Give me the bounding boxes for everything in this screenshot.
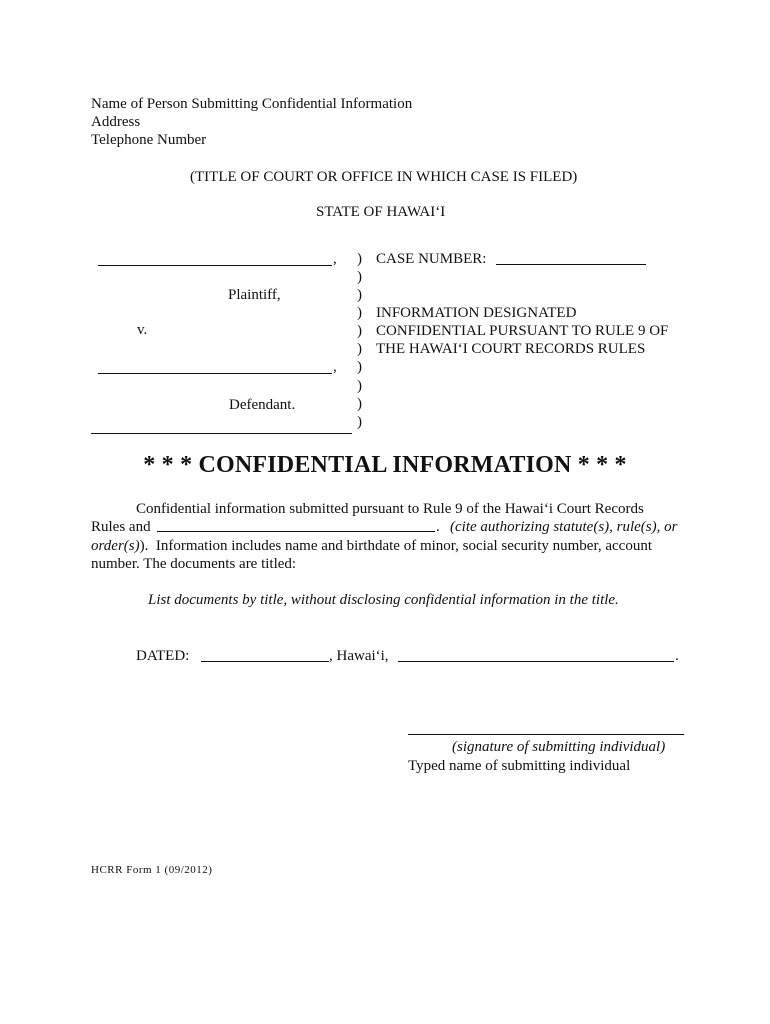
submitter-name-label: Name of Person Submitting Confidential Information bbox=[91, 96, 413, 112]
plaintiff-label: Plaintiff, bbox=[228, 287, 281, 303]
caption-paren: ) bbox=[357, 269, 362, 285]
caption-paren: ) bbox=[357, 396, 362, 412]
case-number-line[interactable] bbox=[496, 264, 646, 265]
body-line-4: number. The documents are titled: bbox=[91, 556, 297, 572]
caption-paren: ) bbox=[357, 305, 362, 321]
caption-paren: ) bbox=[357, 359, 362, 375]
cite-instruction-end: order(s) bbox=[91, 538, 140, 554]
date-line[interactable] bbox=[201, 661, 329, 662]
caption-paren: ) bbox=[357, 287, 362, 303]
defendant-name-line[interactable] bbox=[98, 373, 332, 374]
info-includes-text: Information includes name and birthdate of minor, social security number, account bbox=[155, 538, 653, 554]
designation-line-3: THE HAWAI‘I COURT RECORDS RULES bbox=[376, 341, 646, 357]
typed-name-label: Typed name of submitting individual bbox=[408, 758, 631, 774]
signature-line[interactable] bbox=[408, 734, 684, 735]
hawaii-label: , Hawai‘i, bbox=[329, 648, 389, 664]
defendant-label: Defendant. bbox=[229, 397, 296, 413]
defendant-comma: , bbox=[333, 359, 337, 375]
caption-paren: ) bbox=[357, 378, 362, 394]
court-title: (TITLE OF COURT OR OFFICE IN WHICH CASE IS FILED) bbox=[190, 169, 578, 185]
location-line[interactable] bbox=[398, 661, 674, 662]
caption-paren: ) bbox=[357, 323, 362, 339]
designation-line-1: INFORMATION DESIGNATED bbox=[376, 305, 577, 321]
plaintiff-name-line[interactable] bbox=[98, 265, 332, 266]
dated-period: . bbox=[675, 648, 679, 664]
caption-paren: ) bbox=[357, 414, 362, 430]
address-label: Address bbox=[91, 114, 141, 130]
form-footer: HCRR Form 1 (09/2012) bbox=[91, 864, 213, 876]
cite-instruction: (cite authorizing statute(s), rule(s), or bbox=[450, 519, 678, 535]
body-rules-and: Rules and bbox=[91, 519, 151, 535]
case-number-label: CASE NUMBER: bbox=[376, 251, 487, 267]
authority-line[interactable] bbox=[157, 531, 435, 532]
versus-label: v. bbox=[137, 322, 148, 338]
body-period: . bbox=[436, 519, 440, 535]
dated-label: DATED: bbox=[136, 648, 190, 664]
caption-bottom-rule bbox=[91, 433, 352, 434]
confidential-title: * * * CONFIDENTIAL INFORMATION * * * bbox=[143, 452, 627, 478]
cite-close: ). bbox=[139, 538, 149, 554]
designation-line-2: CONFIDENTIAL PURSUANT TO RULE 9 OF bbox=[376, 323, 669, 339]
state-heading: STATE OF HAWAI‘I bbox=[316, 204, 446, 220]
caption-paren: ) bbox=[357, 251, 362, 267]
signature-caption: (signature of submitting individual) bbox=[452, 739, 666, 755]
list-documents-instruction: List documents by title, without disclosing confidential information in the title. bbox=[148, 592, 619, 608]
body-line-1: Confidential information submitted pursuant to Rule 9 of the Hawai‘i Court Records bbox=[136, 501, 644, 517]
plaintiff-comma: , bbox=[333, 251, 337, 267]
caption-paren: ) bbox=[357, 341, 362, 357]
telephone-label: Telephone Number bbox=[91, 132, 207, 148]
